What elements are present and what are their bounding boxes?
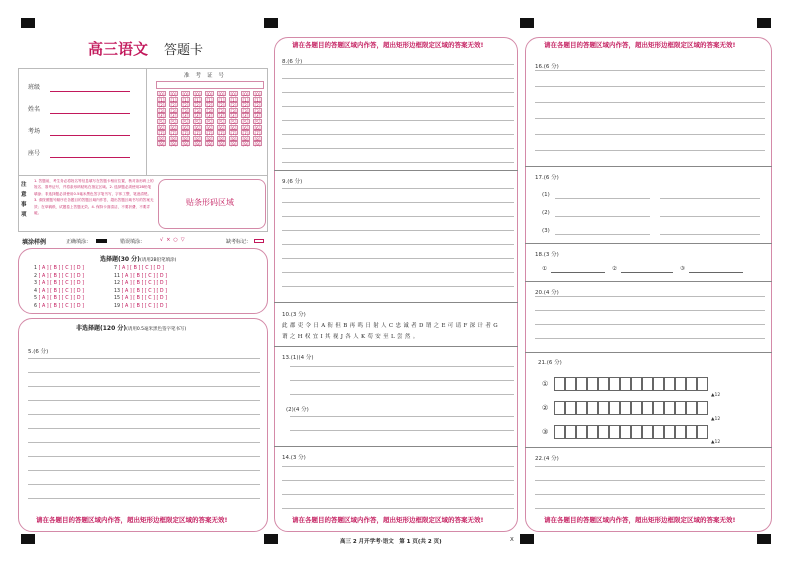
exam-id-entry-row[interactable] <box>156 81 264 89</box>
choice-answer-row[interactable]: 11 [ A ] [ B ] [ C ] [ D ] <box>114 273 167 279</box>
question-21-count-2: ▲12 <box>711 417 721 422</box>
exam-id-digit-bubble[interactable]: [3] <box>206 108 213 114</box>
exam-id-digit-bubble[interactable]: [3] <box>218 108 225 114</box>
fill-sample-correct-mark <box>96 239 107 243</box>
exam-id-digit-bubble[interactable]: [8] <box>182 136 189 142</box>
exam-id-digit-bubble[interactable]: [7] <box>254 131 261 137</box>
exam-id-digit-bubble[interactable]: [5] <box>194 119 201 125</box>
character-cell[interactable] <box>609 377 620 391</box>
character-cell[interactable] <box>675 425 686 439</box>
answer-line[interactable] <box>28 456 260 457</box>
divider-q18-q20 <box>525 281 772 282</box>
character-cell[interactable] <box>675 377 686 391</box>
character-cell[interactable] <box>664 401 675 415</box>
exam-id-digit-bubble[interactable]: [2] <box>206 103 213 109</box>
answer-line[interactable] <box>535 508 765 509</box>
exam-id-digit-bubble[interactable]: [3] <box>158 108 165 114</box>
exam-id-digit-column[interactable] <box>217 91 226 147</box>
choice-answer-row[interactable]: 5 [ A ] [ B ] [ C ] [ D ] <box>34 296 84 302</box>
answer-line[interactable] <box>535 324 765 325</box>
answer-line[interactable] <box>535 118 765 119</box>
exam-id-digit-bubble[interactable]: [9] <box>218 142 225 148</box>
absent-mark-label: 缺考标记： <box>226 239 252 245</box>
exam-id-digit-bubble[interactable]: [7] <box>158 131 165 137</box>
exam-id-digit-bubble[interactable]: [9] <box>206 142 213 148</box>
answer-line[interactable] <box>28 498 260 499</box>
exam-id-digit-bubble[interactable]: [4] <box>230 114 237 120</box>
sheet-subtitle: 答题卡 <box>164 43 204 58</box>
answer-line[interactable] <box>28 470 260 471</box>
character-cell[interactable] <box>587 425 598 439</box>
exam-id-digit-bubble[interactable]: [2] <box>218 103 225 109</box>
answer-line[interactable] <box>555 198 650 199</box>
seat-field[interactable] <box>50 157 130 158</box>
exam-id-digit-bubble[interactable]: [2] <box>182 103 189 109</box>
answer-line[interactable] <box>282 78 514 79</box>
room-field[interactable] <box>50 135 130 136</box>
character-cell[interactable] <box>565 425 576 439</box>
question-22-label: 22.(4 分) <box>535 456 559 462</box>
question-8-label: 8.(6 分) <box>282 59 303 65</box>
exam-id-digit-bubble[interactable]: [1] <box>230 97 237 103</box>
answer-line[interactable] <box>282 120 514 121</box>
character-cell[interactable] <box>653 425 664 439</box>
question-18-item-3: ③ <box>680 266 685 272</box>
exam-id-digit-bubble[interactable]: [4] <box>170 114 177 120</box>
exam-id-digit-bubble[interactable]: [1] <box>206 97 213 103</box>
exam-id-digit-bubble[interactable]: [9] <box>194 142 201 148</box>
question-13-1-label: 13.(1)(4 分) <box>282 355 314 361</box>
exam-id-digit-bubble[interactable]: [4] <box>254 114 261 120</box>
exam-id-digit-bubble[interactable]: [8] <box>206 136 213 142</box>
answer-line[interactable] <box>282 162 514 163</box>
exam-id-digit-bubble[interactable]: [6] <box>170 125 177 131</box>
exam-id-digit-bubble[interactable]: [4] <box>158 114 165 120</box>
answer-line[interactable] <box>555 216 650 217</box>
exam-id-digit-bubble[interactable]: [4] <box>206 114 213 120</box>
warning-col2-bottom: 请在各题目的答题区域内作答，超出矩形边框限定区域的答案无效! <box>292 516 484 524</box>
answer-line[interactable] <box>660 216 760 217</box>
answer-line[interactable] <box>282 216 514 217</box>
alignment-marker-top-left <box>21 18 35 28</box>
exam-id-digit-bubble[interactable]: [7] <box>182 131 189 137</box>
character-cell[interactable] <box>697 377 708 391</box>
character-cell[interactable] <box>686 377 697 391</box>
fill-sample-correct-label: 正确填涂： <box>66 239 92 245</box>
answer-line[interactable] <box>535 466 765 467</box>
character-cell[interactable] <box>598 377 609 391</box>
exam-id-digit-bubble[interactable]: [8] <box>194 136 201 142</box>
answer-line[interactable] <box>535 102 765 103</box>
exam-id-digit-bubble[interactable]: [1] <box>170 97 177 103</box>
exam-id-digit-bubble[interactable]: [1] <box>182 97 189 103</box>
exam-id-digit-bubble[interactable]: [0] <box>182 92 189 97</box>
exam-id-digit-column[interactable] <box>193 91 202 147</box>
question-18-blank-1[interactable] <box>551 272 605 273</box>
character-cell[interactable] <box>554 401 565 415</box>
choice-title: 选择题(30 分)(请用2B铅笔填涂) <box>100 256 177 263</box>
answer-line[interactable] <box>290 394 514 395</box>
exam-id-digit-bubble[interactable]: [5] <box>206 119 213 125</box>
character-cell[interactable] <box>609 425 620 439</box>
answer-line[interactable] <box>28 484 260 485</box>
divider-q8-q9 <box>274 170 518 171</box>
alignment-marker-bottom-right1 <box>520 534 534 544</box>
character-cell[interactable] <box>620 377 631 391</box>
exam-id-digit-bubble[interactable]: [4] <box>218 114 225 120</box>
exam-id-digit-bubble[interactable]: [8] <box>242 136 249 142</box>
answer-line[interactable] <box>535 338 765 339</box>
question-21-count-3: ▲12 <box>711 440 721 445</box>
nonchoice-title: 非选择题(120 分)(请用0.5毫米黑色签字笔书写) <box>76 325 187 332</box>
exam-id-digit-bubble[interactable]: [7] <box>218 131 225 137</box>
answer-line[interactable] <box>28 358 260 359</box>
answer-line[interactable] <box>282 106 514 107</box>
absent-mark-box[interactable] <box>254 239 264 243</box>
exam-id-digit-bubble[interactable]: [2] <box>170 103 177 109</box>
question-18-blank-3[interactable] <box>689 272 743 273</box>
exam-id-digit-bubble[interactable]: [5] <box>158 119 165 125</box>
exam-id-digit-column[interactable] <box>169 91 178 147</box>
character-cell[interactable] <box>664 377 675 391</box>
notes-heading: 注 意 事 项 <box>21 182 27 218</box>
alignment-marker-top-right1 <box>520 18 534 28</box>
answer-line[interactable] <box>282 148 514 149</box>
exam-id-digit-bubble[interactable]: [0] <box>242 92 249 97</box>
exam-id-digit-bubble[interactable]: [0] <box>254 92 261 97</box>
answer-line[interactable] <box>535 150 765 151</box>
answer-line[interactable] <box>28 386 260 387</box>
character-cell[interactable] <box>620 401 631 415</box>
choice-answer-row[interactable]: 19 [ A ] [ B ] [ C ] [ D ] <box>114 304 167 309</box>
fill-sample-label: 填涂样例 <box>22 239 47 246</box>
answer-line[interactable] <box>535 86 765 87</box>
character-cell[interactable] <box>554 377 565 391</box>
exam-id-digit-bubble[interactable]: [1] <box>194 97 201 103</box>
answer-line[interactable] <box>290 366 514 367</box>
exam-id-digit-bubble[interactable]: [1] <box>242 97 249 103</box>
exam-id-digit-bubble[interactable]: [9] <box>242 142 249 148</box>
exam-id-digit-bubble[interactable]: [5] <box>182 119 189 125</box>
question-16-label: 16.(6 分) <box>535 64 559 70</box>
exam-id-digit-bubble[interactable]: [4] <box>182 114 189 120</box>
exam-id-digit-bubble[interactable]: [8] <box>230 136 237 142</box>
column-2-panel <box>274 37 518 532</box>
character-cell[interactable] <box>587 401 598 415</box>
room-label: 考场 <box>28 128 41 135</box>
exam-id-digit-bubble[interactable]: [6] <box>242 125 249 131</box>
exam-id-digit-bubble[interactable]: [9] <box>254 142 261 148</box>
nonchoice-panel <box>18 318 268 532</box>
character-cell[interactable] <box>576 401 587 415</box>
answer-line[interactable] <box>290 430 514 431</box>
question-18-blank-2[interactable] <box>621 272 673 273</box>
question-17-label: 17.(6 分) <box>535 175 559 181</box>
question-18-item-1: ① <box>542 266 547 272</box>
exam-id-digit-bubble[interactable]: [3] <box>182 108 189 114</box>
answer-line[interactable] <box>282 508 514 509</box>
question-20-label: 20.(4 分) <box>535 290 559 296</box>
info-divider <box>146 68 147 176</box>
choice-answer-row[interactable]: 6 [ A ] [ B ] [ C ] [ D ] <box>34 304 84 309</box>
warning-col1-bottom: 请在各题目的答题区域内作答，超出矩形边框限定区域的答案无效! <box>36 516 228 524</box>
exam-id-digit-bubble[interactable]: [9] <box>230 142 237 148</box>
choice-answer-row[interactable]: 3 [ A ] [ B ] [ C ] [ D ] <box>34 281 84 287</box>
warning-col3-top: 请在各题目的答题区域内作答，超出矩形边框限定区域的答案无效! <box>544 41 736 49</box>
answer-line[interactable] <box>282 286 514 287</box>
alignment-marker-bottom-left <box>21 534 35 544</box>
answer-line[interactable] <box>282 480 514 481</box>
character-cell[interactable] <box>598 401 609 415</box>
divider-q9-q10 <box>274 302 518 303</box>
divider-q17-q18 <box>525 243 772 244</box>
question-10-text-line-2: 谓 之 H 权 宜 I 其 视 J 各 人 K 苟 安 至 L 尝 然 。 <box>282 334 419 340</box>
character-cell[interactable] <box>642 401 653 415</box>
answer-line[interactable] <box>660 198 760 199</box>
exam-id-digit-bubble[interactable]: [0] <box>206 92 213 97</box>
question-21-item-1: ① <box>542 380 549 388</box>
character-cell[interactable] <box>631 377 642 391</box>
exam-id-digit-bubble[interactable]: [6] <box>230 125 237 131</box>
exam-id-digit-column[interactable] <box>205 91 214 147</box>
warning-col3-bottom: 请在各题目的答题区域内作答，超出矩形边框限定区域的答案无效! <box>544 516 736 524</box>
exam-id-digit-bubble[interactable]: [9] <box>170 142 177 148</box>
character-cell[interactable] <box>675 401 686 415</box>
answer-line[interactable] <box>28 442 260 443</box>
exam-id-digit-bubble[interactable]: [2] <box>242 103 249 109</box>
exam-id-digit-bubble[interactable]: [3] <box>170 108 177 114</box>
fill-sample-wrong-label: 错误填涂： <box>120 239 146 245</box>
question-14-label: 14.(3 分) <box>282 455 306 461</box>
alignment-marker-top-right2 <box>757 18 771 28</box>
exam-id-digit-column[interactable] <box>253 91 262 147</box>
character-cell[interactable] <box>631 425 642 439</box>
exam-id-digit-bubble[interactable]: [4] <box>194 114 201 120</box>
answer-line[interactable] <box>282 230 514 231</box>
exam-id-digit-bubble[interactable]: [0] <box>170 92 177 97</box>
character-cell[interactable] <box>686 425 697 439</box>
divider-q21-q22 <box>525 447 772 448</box>
answer-line[interactable] <box>282 64 514 65</box>
character-cell[interactable] <box>697 425 708 439</box>
question-5-label: 5.(6 分) <box>28 349 49 355</box>
answer-line[interactable] <box>290 416 514 417</box>
column-3-panel <box>525 37 772 532</box>
character-cell[interactable] <box>565 401 576 415</box>
question-18-label: 18.(3 分) <box>535 252 559 258</box>
page-footer: 高三 2 月开学考·语文 第 1 页(共 2 页) <box>340 539 442 545</box>
choice-answer-row[interactable]: 13 [ A ] [ B ] [ C ] [ D ] <box>114 288 167 294</box>
choice-answer-row[interactable]: 7 [ A ] [ B ] [ C ] [ D ] <box>114 266 164 271</box>
fill-sample-wrong-marks: √×○▽ <box>160 237 188 243</box>
exam-id-digit-bubble[interactable]: [0] <box>230 92 237 97</box>
exam-id-digit-bubble[interactable]: [6] <box>218 125 225 131</box>
exam-id-digit-bubble[interactable]: [8] <box>218 136 225 142</box>
answer-line[interactable] <box>535 310 765 311</box>
exam-id-digit-bubble[interactable]: [7] <box>206 131 213 137</box>
character-cell[interactable] <box>576 377 587 391</box>
exam-id-digit-column[interactable] <box>157 91 166 147</box>
answer-line[interactable] <box>28 372 260 373</box>
character-cell[interactable] <box>642 425 653 439</box>
exam-id-digit-bubble[interactable]: [9] <box>182 142 189 148</box>
answer-line[interactable] <box>535 494 765 495</box>
question-21-item-2: ② <box>542 404 549 412</box>
exam-id-digit-bubble[interactable]: [6] <box>254 125 261 131</box>
exam-id-digit-bubble[interactable]: [2] <box>194 103 201 109</box>
question-10-label: 10.(3 分) <box>282 312 306 318</box>
exam-id-digit-bubble[interactable]: [7] <box>170 131 177 137</box>
question-13-2-label: (2)(4 分) <box>286 407 309 413</box>
exam-id-digit-bubble[interactable]: [6] <box>182 125 189 131</box>
exam-id-digit-bubble[interactable]: [1] <box>254 97 261 103</box>
seat-label: 座号 <box>28 150 41 157</box>
exam-id-digit-bubble[interactable]: [2] <box>230 103 237 109</box>
answer-line[interactable] <box>282 258 514 259</box>
exam-id-digit-bubble[interactable]: [7] <box>230 131 237 137</box>
question-17-item-2: (2) <box>542 210 550 216</box>
exam-id-digit-bubble[interactable]: [3] <box>194 108 201 114</box>
exam-id-digit-bubble[interactable]: [5] <box>170 119 177 125</box>
name-field[interactable] <box>50 113 130 114</box>
character-cell[interactable] <box>598 425 609 439</box>
exam-id-digit-bubble[interactable]: [3] <box>242 108 249 114</box>
character-cell[interactable] <box>631 401 642 415</box>
exam-id-digit-bubble[interactable]: [3] <box>230 108 237 114</box>
exam-id-digit-bubble[interactable]: [0] <box>218 92 225 97</box>
exam-id-digit-bubble[interactable]: [5] <box>254 119 261 125</box>
exam-id-digit-bubble[interactable]: [7] <box>194 131 201 137</box>
question-21-label: 21.(6 分) <box>538 360 562 366</box>
character-cell[interactable] <box>609 401 620 415</box>
divider-q10-q13 <box>274 346 518 347</box>
exam-id-title: 准考证号 <box>184 73 231 79</box>
footer-mark: X <box>510 537 514 543</box>
exam-id-digit-bubble[interactable]: [2] <box>158 103 165 109</box>
answer-line[interactable] <box>282 466 514 467</box>
divider-q16-q17 <box>525 166 772 167</box>
exam-id-digit-bubble[interactable]: [4] <box>242 114 249 120</box>
character-cell[interactable] <box>653 377 664 391</box>
question-9-label: 9.(6 分) <box>282 179 303 185</box>
question-17-item-1: (1) <box>542 192 550 198</box>
choice-answer-row[interactable]: 12 [ A ] [ B ] [ C ] [ D ] <box>114 281 167 287</box>
class-field[interactable] <box>50 91 130 92</box>
question-21-item-3: ③ <box>542 428 549 436</box>
exam-id-digit-bubble[interactable]: [6] <box>158 125 165 131</box>
exam-id-digit-column[interactable] <box>181 91 190 147</box>
character-cell[interactable] <box>587 377 598 391</box>
answer-line[interactable] <box>282 494 514 495</box>
character-cell[interactable] <box>642 377 653 391</box>
exam-id-digit-bubble[interactable]: [0] <box>194 92 201 97</box>
character-cell[interactable] <box>620 425 631 439</box>
exam-id-digit-bubble[interactable]: [3] <box>254 108 261 114</box>
question-21-count-1: ▲12 <box>711 393 721 398</box>
character-cell[interactable] <box>554 425 565 439</box>
exam-id-digit-bubble[interactable]: [1] <box>218 97 225 103</box>
alignment-marker-bottom-mid <box>264 534 278 544</box>
barcode-label: 贴条形码区域 <box>186 198 234 207</box>
question-18-item-2: ② <box>612 266 617 272</box>
character-cell[interactable] <box>697 401 708 415</box>
exam-id-digit-bubble[interactable]: [8] <box>158 136 165 142</box>
answer-line[interactable] <box>28 428 260 429</box>
exam-id-digit-bubble[interactable]: [2] <box>254 103 261 109</box>
character-cell[interactable] <box>653 401 664 415</box>
exam-id-digit-column[interactable] <box>241 91 250 147</box>
class-label: 班级 <box>28 84 41 91</box>
choice-answer-row[interactable]: 4 [ A ] [ B ] [ C ] [ D ] <box>34 288 84 294</box>
exam-id-digit-bubble[interactable]: [5] <box>230 119 237 125</box>
answer-line[interactable] <box>282 202 514 203</box>
character-cell[interactable] <box>565 377 576 391</box>
choice-answer-row[interactable]: 15 [ A ] [ B ] [ C ] [ D ] <box>114 296 167 302</box>
answer-line[interactable] <box>535 296 765 297</box>
choice-answer-row[interactable]: 1 [ A ] [ B ] [ C ] [ D ] <box>34 266 84 271</box>
notes-text: 1. 答题前，考生务必将姓名等信息填写在答题卡相应位置，核对条形码上的姓名、准考证号，并将条形码粘贴在指定区域。2. 选择题必须使用2B铅笔填涂；非选择题必须使用0.5毫米黑色签字笔书写，字体工整，笔迹清楚。3. 请按照题号顺序在各题目的答题区域内作答，超出答题区域书写的答案无效；在草稿纸、试题卷上答题无效。4. 保持卡面清洁，不要折叠、不要弄破。 <box>34 179 154 216</box>
question-10-text-line-1: 此 郡 吏 令 日 A 衔 但 B 再 呜 日 射 人 C 忠 诚 者 D 谓 之 E 可 请 F 深 计 者 G <box>282 323 498 329</box>
exam-id-digit-bubble[interactable]: [7] <box>242 131 249 137</box>
exam-id-digit-bubble[interactable]: [8] <box>170 136 177 142</box>
exam-id-digit-bubble[interactable]: [1] <box>158 97 165 103</box>
answer-line[interactable] <box>282 244 514 245</box>
name-label: 姓名 <box>28 106 41 113</box>
answer-line[interactable] <box>535 480 765 481</box>
answer-line[interactable] <box>290 380 514 381</box>
divider-q13-q14 <box>274 446 518 447</box>
sheet-title: 高三语文 <box>88 40 149 58</box>
answer-line[interactable] <box>282 188 514 189</box>
exam-id-digit-bubble[interactable]: [0] <box>158 92 165 97</box>
exam-id-digit-bubble[interactable]: [5] <box>242 119 249 125</box>
exam-id-digit-column[interactable] <box>229 91 238 147</box>
question-17-item-3: (3) <box>542 228 550 234</box>
answer-line[interactable] <box>28 414 260 415</box>
character-cell[interactable] <box>664 425 675 439</box>
divider-q20-q21 <box>525 352 772 353</box>
warning-col2-top: 请在各题目的答题区域内作答，超出矩形边框限定区域的答案无效! <box>292 41 484 49</box>
answer-line[interactable] <box>28 400 260 401</box>
exam-id-digit-bubble[interactable]: [9] <box>158 142 165 148</box>
exam-id-digit-bubble[interactable]: [8] <box>254 136 261 142</box>
choice-answer-row[interactable]: 2 [ A ] [ B ] [ C ] [ D ] <box>34 273 84 279</box>
answer-line[interactable] <box>282 134 514 135</box>
answer-line[interactable] <box>282 92 514 93</box>
answer-line[interactable] <box>660 234 760 235</box>
exam-id-digit-bubble[interactable]: [6] <box>194 125 201 131</box>
answer-line[interactable] <box>535 134 765 135</box>
exam-id-digit-bubble[interactable]: [5] <box>218 119 225 125</box>
answer-line[interactable] <box>282 272 514 273</box>
answer-line[interactable] <box>535 70 765 71</box>
answer-line[interactable] <box>555 234 650 235</box>
character-cell[interactable] <box>576 425 587 439</box>
exam-id-digit-bubble[interactable]: [6] <box>206 125 213 131</box>
character-cell[interactable] <box>686 401 697 415</box>
alignment-marker-top-mid <box>264 18 278 28</box>
alignment-marker-bottom-right2 <box>757 534 771 544</box>
